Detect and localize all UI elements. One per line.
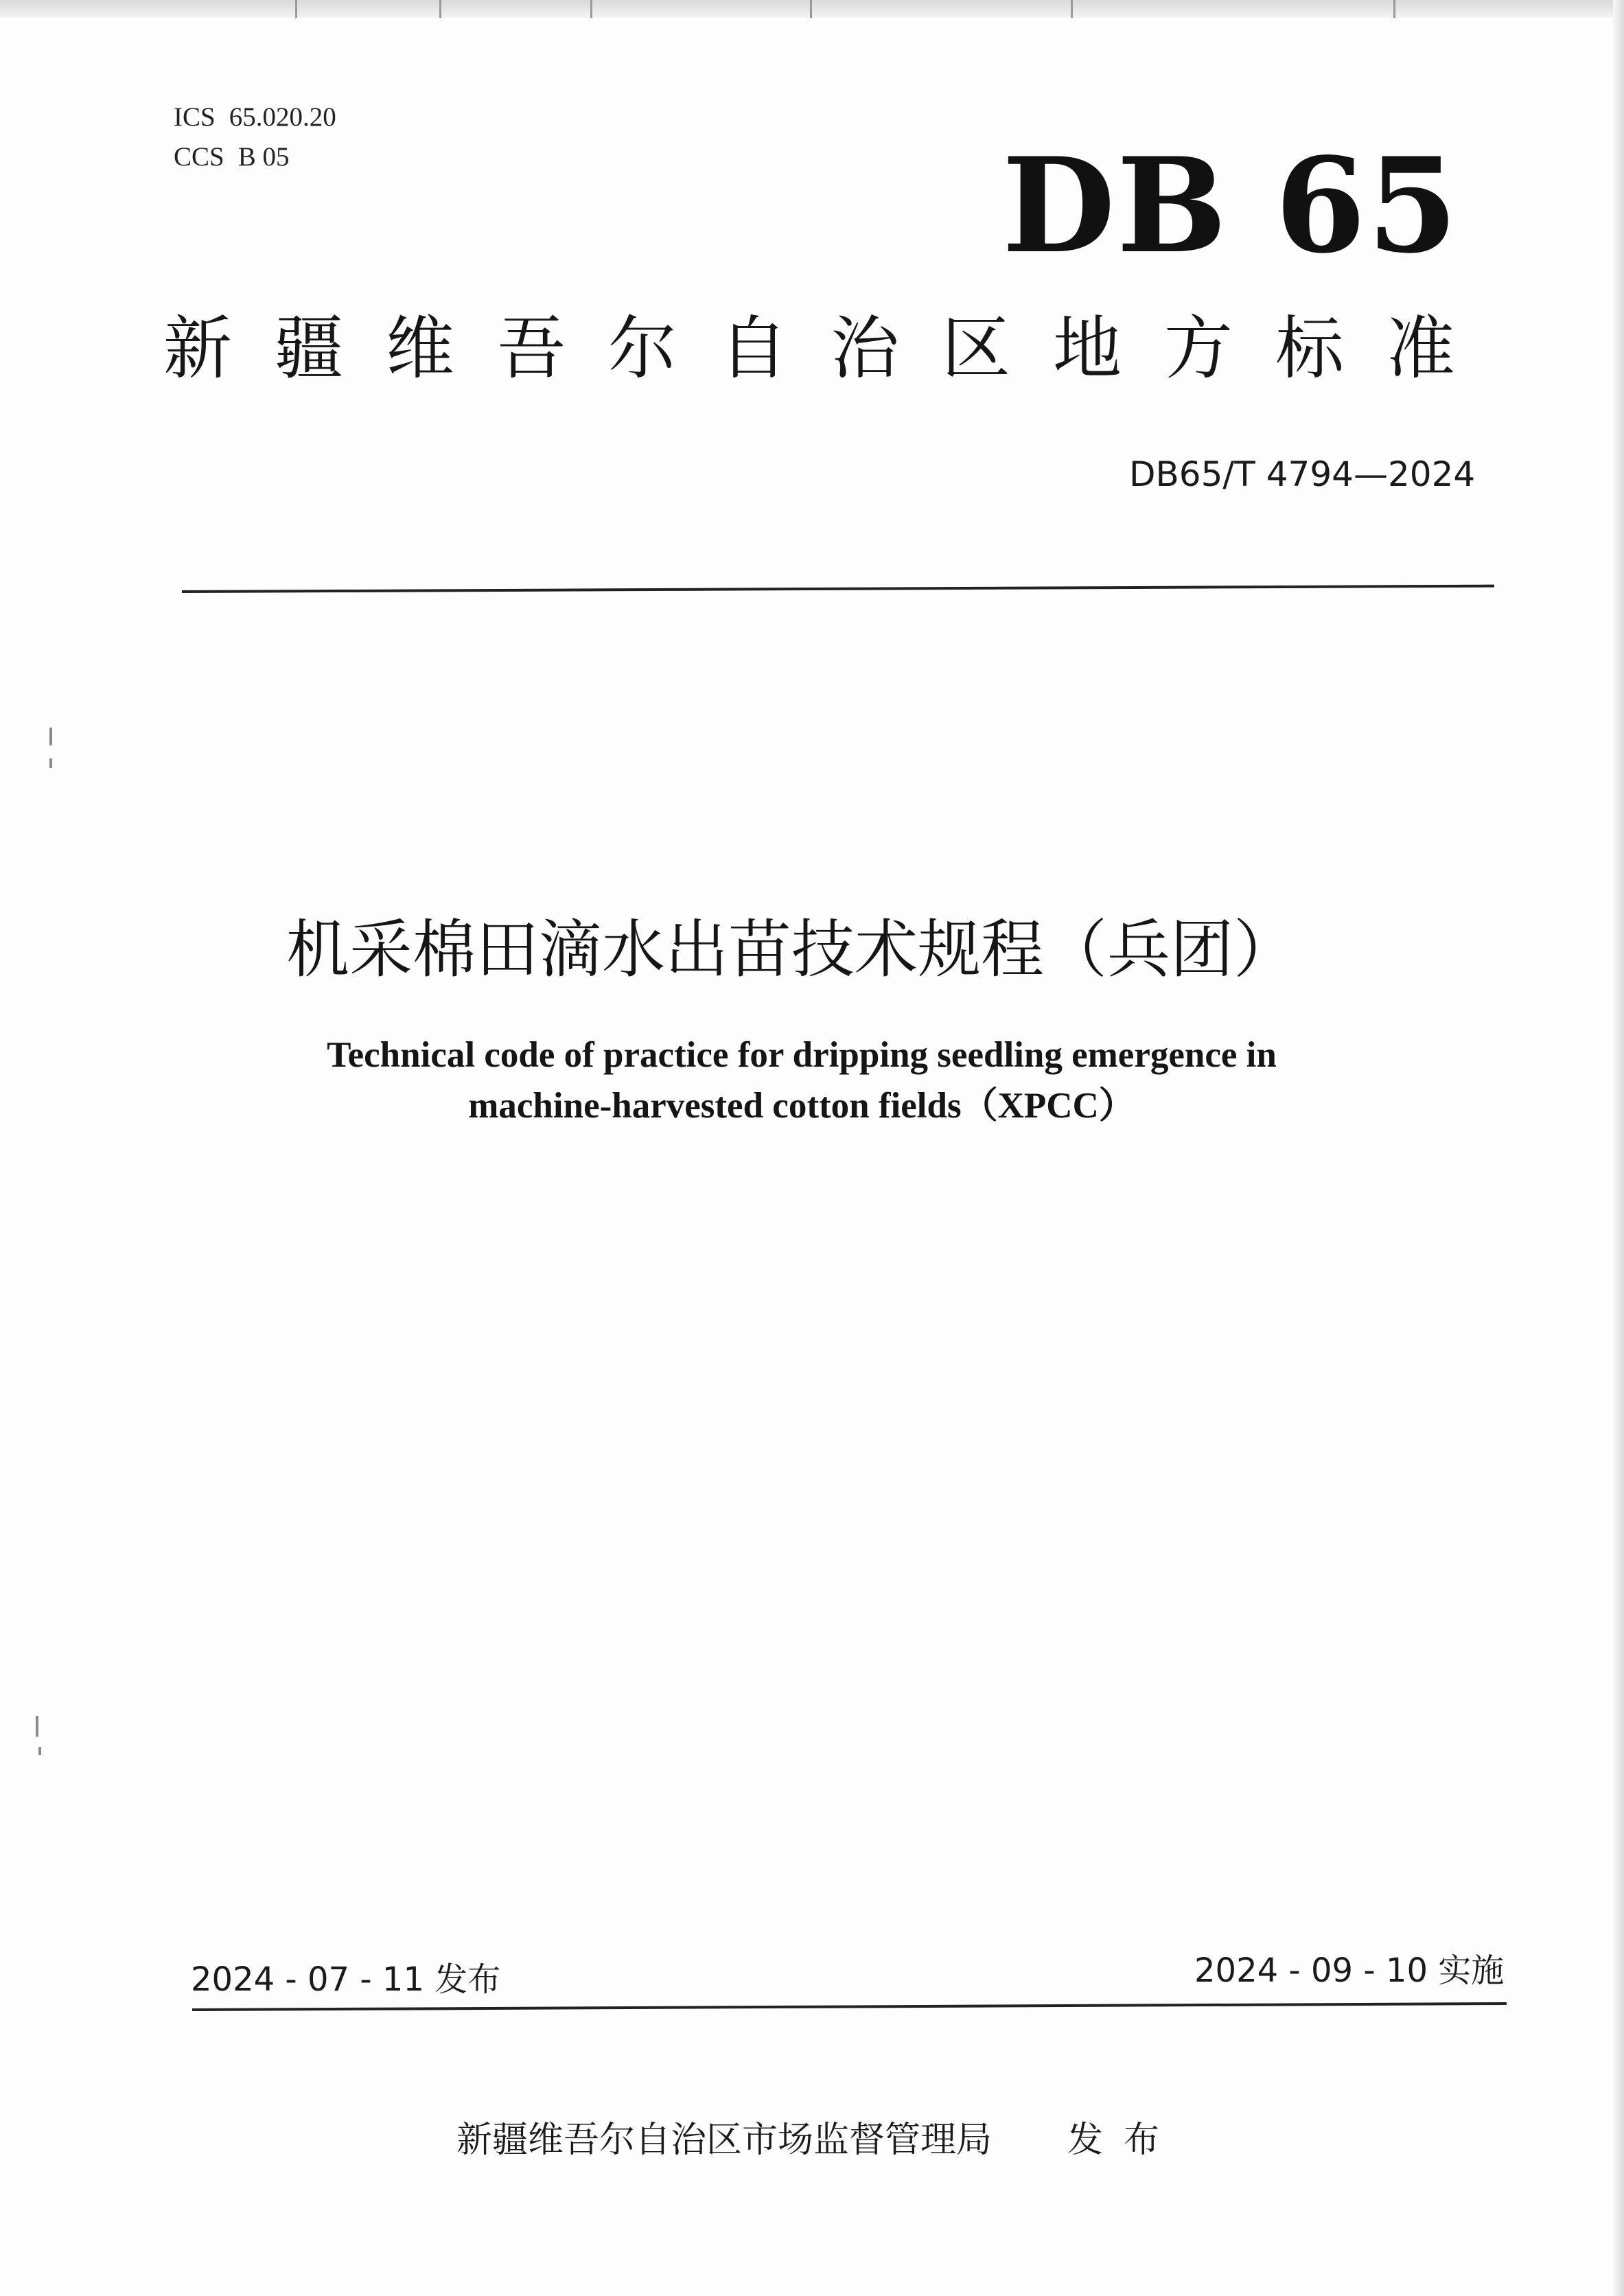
ccs-row — [174, 137, 350, 177]
standard-type-heading: 新疆维吾尔自治区地方标准 — [163, 308, 1498, 389]
effective-date: 2024 - 09 - 10 实施 — [1194, 1951, 1505, 1990]
ics-value: 65.020.20 — [229, 102, 336, 132]
title-english — [0, 1030, 1624, 1131]
scan-edge-top — [0, 0, 1624, 18]
issuer-line — [456, 2111, 1180, 2162]
scan-mark — [49, 728, 52, 745]
scan-mark — [36, 1716, 38, 1737]
issuer-action: 发布 — [1067, 2120, 1181, 2161]
scan-mark — [49, 758, 52, 768]
ccs-label: CCS — [174, 142, 224, 172]
classification-codes — [174, 97, 350, 177]
standard-number: DB65/T 4794—2024 — [1129, 454, 1476, 494]
standard-code-mark: DB 65 — [1002, 129, 1459, 282]
bottom-divider — [192, 2002, 1507, 2011]
scan-mark — [38, 1747, 41, 1755]
ics-row — [174, 97, 350, 137]
title-chinese: 机采棉田滴水出苗技术规程（兵团） — [286, 913, 1297, 986]
title-english-line1: Technical code of practice for dripping seedling emergence in — [327, 1035, 1277, 1075]
title-english-line2: machine-harvested cotton fields（XPCC） — [468, 1086, 1135, 1126]
top-divider — [182, 585, 1494, 593]
scan-tick — [590, 0, 592, 18]
ccs-value: B 05 — [237, 142, 290, 172]
ics-label: ICS — [174, 102, 216, 132]
scan-tick — [810, 0, 812, 18]
scan-edge-right — [1613, 0, 1624, 2296]
scan-tick — [1071, 0, 1073, 18]
scan-tick — [439, 0, 441, 18]
scan-tick — [1393, 0, 1395, 18]
issuer-organization: 新疆维吾尔自治区市场监督管理局 — [456, 2120, 993, 2161]
issue-date: 2024 - 07 - 11 发布 — [191, 1960, 501, 1999]
scan-tick — [295, 0, 297, 18]
